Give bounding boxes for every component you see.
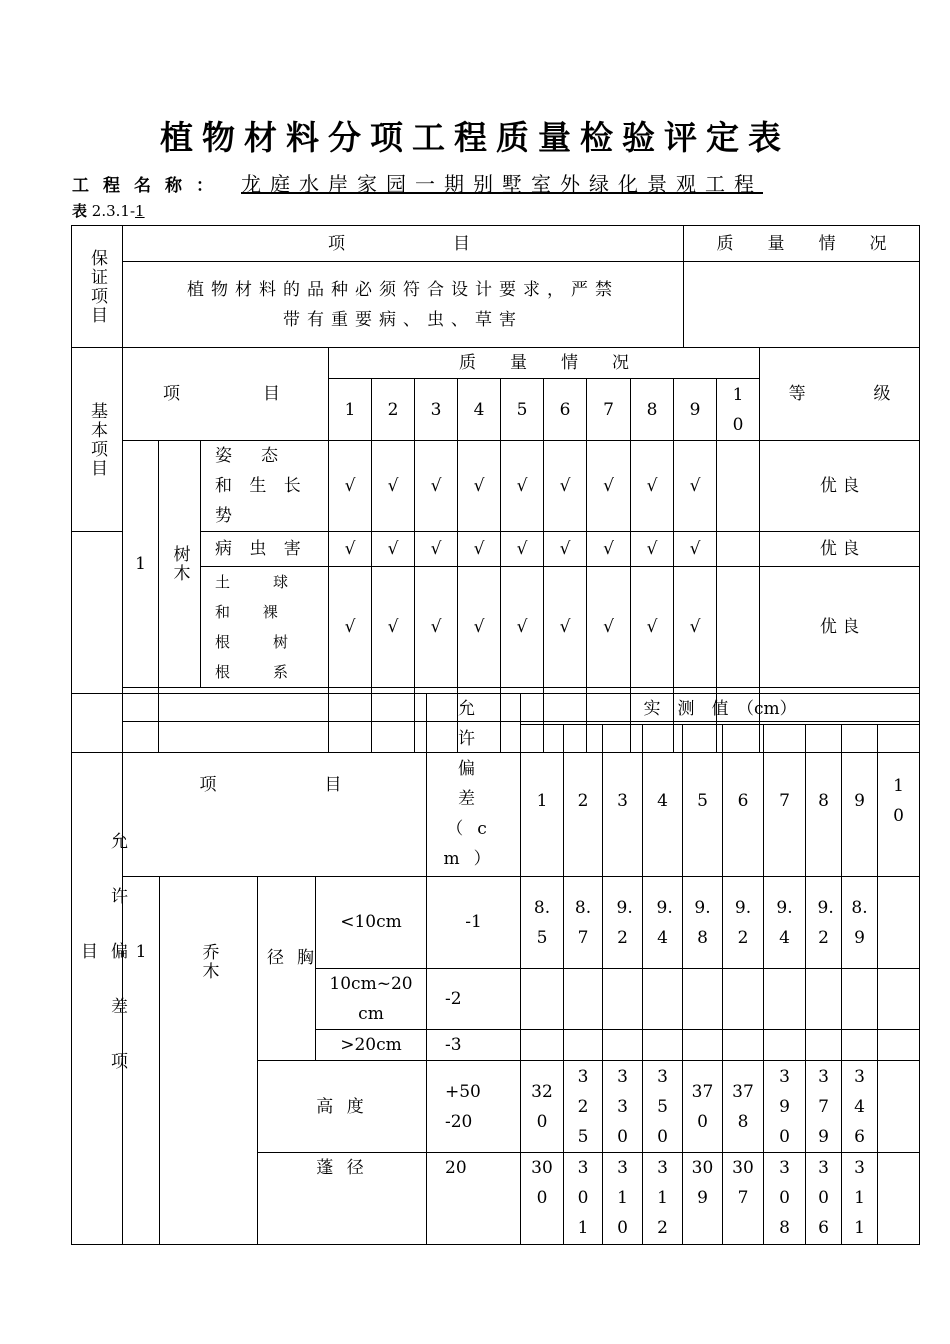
basic-mark: √	[415, 441, 458, 532]
deviation-value	[764, 969, 806, 1030]
basic-mark: √	[372, 567, 415, 688]
deviation-value: 9.2	[723, 877, 764, 969]
deviation-value	[723, 969, 764, 1030]
deviation-value: 320	[521, 1061, 564, 1153]
deviation-allow-value: +50 -20	[427, 1061, 521, 1153]
deviation-value: 346	[842, 1061, 878, 1153]
deviation-value	[564, 969, 603, 1030]
basic-quality-header: 质 量 情 况	[329, 348, 760, 379]
deviation-row-label: 10cm~20cm	[316, 969, 427, 1030]
deviation-value: 370	[683, 1061, 723, 1153]
basic-row-name: 土 球 和 裸 根 树 根 系	[201, 567, 329, 688]
basic-mark: √	[458, 532, 501, 567]
deviation-group-name: 乔木	[160, 877, 258, 1245]
deviation-table	[71, 693, 920, 1245]
deviation-value: 9.4	[643, 877, 683, 969]
project-line	[72, 168, 892, 197]
deviation-col-number: 6	[723, 725, 764, 877]
deviation-value: 300	[521, 1153, 564, 1245]
table-number-value: 2.3.1-	[91, 202, 136, 220]
basic-mark: √	[501, 441, 544, 532]
deviation-allow-value: -2	[427, 969, 521, 1030]
basic-mark	[717, 532, 760, 567]
basic-mark: √	[372, 441, 415, 532]
deviation-item-header: 项 目	[123, 694, 427, 877]
deviation-value	[603, 1030, 643, 1061]
basic-mark: √	[415, 567, 458, 688]
basic-mark: √	[329, 441, 372, 532]
basic-row-name: 病 虫 害	[201, 532, 329, 567]
deviation-value: 8.9	[842, 877, 878, 969]
guarantee-requirement: 植物材料的品种必须符合设计要求，严禁 带有重要病、虫、草害	[123, 262, 684, 348]
project-label: 工程名称：	[72, 176, 227, 196]
deviation-value: 311	[842, 1153, 878, 1245]
basic-grade-header: 等 级	[760, 348, 920, 441]
deviation-value	[564, 1030, 603, 1061]
basic-item-header: 项 目	[123, 348, 329, 441]
deviation-col-number: 10	[878, 725, 920, 877]
deviation-value	[683, 1030, 723, 1061]
deviation-value	[806, 1030, 842, 1061]
deviation-value	[878, 1030, 920, 1061]
basic-mark: √	[415, 532, 458, 567]
deviation-value	[806, 969, 842, 1030]
deviation-allow-value: -1	[427, 877, 521, 969]
deviation-value	[878, 1153, 920, 1245]
table-number	[72, 200, 145, 221]
deviation-value: 325	[564, 1061, 603, 1153]
basic-row	[72, 441, 920, 532]
deviation-section-label: 允许偏差项目	[72, 694, 123, 1245]
deviation-value: 307	[723, 1153, 764, 1245]
basic-mark: √	[372, 532, 415, 567]
guarantee-item-header: 项 目	[123, 226, 684, 262]
basic-mark: √	[587, 567, 631, 688]
basic-mark: √	[631, 532, 674, 567]
deviation-col-number: 4	[643, 725, 683, 877]
deviation-allow-header: 允 许 偏 差 （cm）	[427, 694, 521, 877]
guarantee-quality-header: 质 量 情 况	[684, 226, 920, 262]
deviation-value: 378	[723, 1061, 764, 1153]
basic-group-number: 1	[123, 441, 159, 688]
deviation-col-number: 9	[842, 725, 878, 877]
basic-grade: 优 良	[760, 441, 920, 532]
basic-col-number: 8	[631, 379, 674, 441]
deviation-sub-name: 胸径	[258, 877, 316, 1061]
basic-grade: 优 良	[760, 567, 920, 688]
deviation-value	[723, 1030, 764, 1061]
deviation-value	[643, 969, 683, 1030]
basic-mark: √	[674, 532, 717, 567]
deviation-value: 301	[564, 1153, 603, 1245]
basic-col-number: 7	[587, 379, 631, 441]
deviation-value	[878, 969, 920, 1030]
deviation-value	[521, 969, 564, 1030]
deviation-value: 390	[764, 1061, 806, 1153]
basic-mark: √	[458, 567, 501, 688]
basic-mark: √	[458, 441, 501, 532]
deviation-value: 9.4	[764, 877, 806, 969]
deviation-value: 309	[683, 1153, 723, 1245]
deviation-value: 8.7	[564, 877, 603, 969]
deviation-value: 9.8	[683, 877, 723, 969]
basic-mark: √	[501, 567, 544, 688]
deviation-value	[683, 969, 723, 1030]
basic-section-label: 基本项目	[72, 348, 123, 532]
basic-mark: √	[544, 567, 587, 688]
basic-col-number: 10	[717, 379, 760, 441]
deviation-group-number: 1	[123, 877, 160, 1245]
deviation-col-number: 2	[564, 725, 603, 877]
basic-col-number: 1	[329, 379, 372, 441]
deviation-allow-value: -3	[427, 1030, 521, 1061]
deviation-value	[764, 1030, 806, 1061]
deviation-value: 310	[603, 1153, 643, 1245]
deviation-value	[521, 1030, 564, 1061]
deviation-value	[878, 877, 920, 969]
deviation-value: 308	[764, 1153, 806, 1245]
basic-mark: √	[544, 532, 587, 567]
basic-col-number: 2	[372, 379, 415, 441]
basic-mark: √	[587, 441, 631, 532]
deviation-row-label: 蓬 径	[258, 1153, 427, 1245]
basic-mark: √	[631, 567, 674, 688]
deviation-row	[72, 877, 920, 969]
basic-group-name: 树木	[159, 441, 201, 688]
basic-mark: √	[544, 441, 587, 532]
deviation-row-label: <10cm	[316, 877, 427, 969]
deviation-col-number: 8	[806, 725, 842, 877]
basic-mark: √	[329, 567, 372, 688]
deviation-value: 330	[603, 1061, 643, 1153]
basic-col-number: 6	[544, 379, 587, 441]
deviation-allow-value: 20	[427, 1153, 521, 1245]
deviation-row-label: >20cm	[316, 1030, 427, 1061]
deviation-value	[842, 969, 878, 1030]
basic-grade: 优 良	[760, 532, 920, 567]
guarantee-quality-value	[684, 262, 920, 348]
basic-col-number: 5	[501, 379, 544, 441]
table-number-label: 表	[72, 202, 88, 220]
basic-col-number: 3	[415, 379, 458, 441]
basic-col-number: 9	[674, 379, 717, 441]
basic-mark: √	[329, 532, 372, 567]
deviation-value	[643, 1030, 683, 1061]
basic-mark: √	[674, 441, 717, 532]
guarantee-section-label: 保证项目	[72, 226, 123, 348]
deviation-value	[603, 969, 643, 1030]
deviation-value: 9.2	[603, 877, 643, 969]
deviation-value: 306	[806, 1153, 842, 1245]
deviation-col-number: 3	[603, 725, 643, 877]
deviation-value: 8.5	[521, 877, 564, 969]
basic-col-number: 4	[458, 379, 501, 441]
guarantee-table	[71, 225, 920, 348]
deviation-value	[878, 1061, 920, 1153]
project-name: 龙庭水岸家园一期别墅室外绿化景观工程	[241, 172, 763, 196]
deviation-measured-header: 实 测 值 （cm）	[521, 694, 920, 725]
basic-mark: √	[501, 532, 544, 567]
deviation-value: 379	[806, 1061, 842, 1153]
basic-mark: √	[674, 567, 717, 688]
deviation-row-label: 高 度	[258, 1061, 427, 1153]
basic-row-name: 姿 态 和 生 长 势	[201, 441, 329, 532]
deviation-value: 312	[643, 1153, 683, 1245]
deviation-col-number: 5	[683, 725, 723, 877]
table-number-suffix: 1	[135, 202, 145, 220]
basic-mark: √	[631, 441, 674, 532]
deviation-value: 9.2	[806, 877, 842, 969]
basic-mark	[717, 441, 760, 532]
basic-mark: √	[587, 532, 631, 567]
deviation-col-number: 7	[764, 725, 806, 877]
deviation-col-number: 1	[521, 725, 564, 877]
basic-mark	[717, 567, 760, 688]
form-title: 植物材料分项工程质量检验评定表	[160, 118, 790, 157]
deviation-value: 350	[643, 1061, 683, 1153]
deviation-value	[842, 1030, 878, 1061]
